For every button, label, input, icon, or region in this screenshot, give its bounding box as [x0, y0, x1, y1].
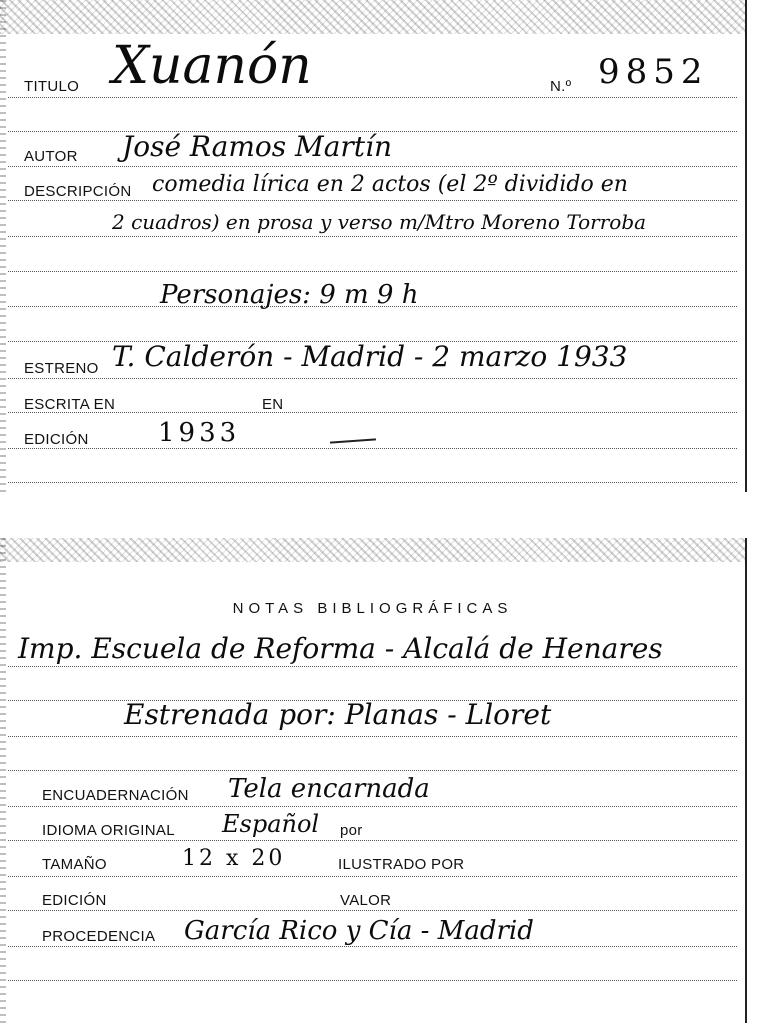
- card-rule: [8, 378, 737, 379]
- descripcion-value-line2: 2 cuadros) en prosa y verso m/Mtro Moreno Torroba: [112, 210, 647, 234]
- card-rule: [8, 412, 737, 413]
- numero-label: N.º: [550, 78, 572, 95]
- card-rule: [8, 271, 737, 272]
- tamano-value: 12 x 20: [182, 846, 286, 871]
- card-rule: [8, 166, 737, 167]
- card-rule: [8, 876, 737, 877]
- valor-label: VALOR: [340, 892, 392, 909]
- card-rule: [8, 200, 737, 201]
- procedencia-label: PROCEDENCIA: [42, 928, 156, 945]
- encuadernacion-value: Tela encarnada: [228, 774, 430, 804]
- escrita-en-label: ESCRITA EN: [24, 396, 116, 413]
- card-rule: [8, 770, 737, 771]
- card-rule: [8, 482, 737, 483]
- estreno-value: T. Calderón - Madrid - 2 marzo 1933: [112, 340, 628, 373]
- notes-line-1: Imp. Escuela de Reforma - Alcalá de Henares: [18, 632, 663, 665]
- card-rule: [8, 946, 737, 947]
- notes-line-2: Estrenada por: Planas - Lloret: [124, 698, 552, 731]
- catalog-card-back: [0, 538, 747, 1023]
- idioma-original-label: IDIOMA ORIGINAL: [42, 822, 175, 839]
- personajes-value: Personajes: 9 m 9 h: [160, 280, 419, 310]
- notas-heading: NOTAS BIBLIOGRÁFICAS: [232, 600, 513, 617]
- card-rule: [8, 448, 737, 449]
- card-rule: [8, 980, 737, 981]
- card-rule: [8, 236, 737, 237]
- tamano-label: TAMAÑO: [42, 856, 107, 873]
- card-scan-noise: [0, 0, 745, 34]
- card-edge: [0, 0, 6, 492]
- card-rule: [8, 97, 737, 98]
- autor-label: AUTOR: [24, 148, 78, 165]
- edicion-label: EDICIÓN: [24, 431, 89, 448]
- numero-value: 9852: [598, 52, 709, 92]
- card-rule: [8, 666, 737, 667]
- por-label: por: [340, 822, 363, 839]
- edicion-value: 1933: [158, 418, 241, 448]
- en-label: EN: [262, 396, 284, 413]
- card-rule: [8, 736, 737, 737]
- pen-stroke: [330, 438, 376, 443]
- card-scan-noise: [0, 538, 745, 562]
- ilustrado-por-label: ILUSTRADO POR: [338, 856, 465, 873]
- titulo-label: TITULO: [24, 78, 80, 95]
- encuadernacion-label: ENCUADERNACIÓN: [42, 787, 189, 804]
- card-rule: [8, 806, 737, 807]
- card-rule: [8, 840, 737, 841]
- titulo-value: Xuanón: [112, 36, 312, 96]
- card-rule: [8, 910, 737, 911]
- descripcion-label: DESCRIPCIÓN: [24, 183, 132, 200]
- idioma-original-value: Español: [222, 810, 320, 838]
- descripcion-value-line1: comedia lírica en 2 actos (el 2º dividido en: [152, 172, 628, 197]
- edicion-label: EDICIÓN: [42, 892, 107, 909]
- autor-value: José Ramos Martín: [122, 130, 393, 163]
- estreno-label: ESTRENO: [24, 360, 99, 377]
- catalog-card-front: [0, 0, 747, 492]
- procedencia-value: García Rico y Cía - Madrid: [184, 916, 534, 946]
